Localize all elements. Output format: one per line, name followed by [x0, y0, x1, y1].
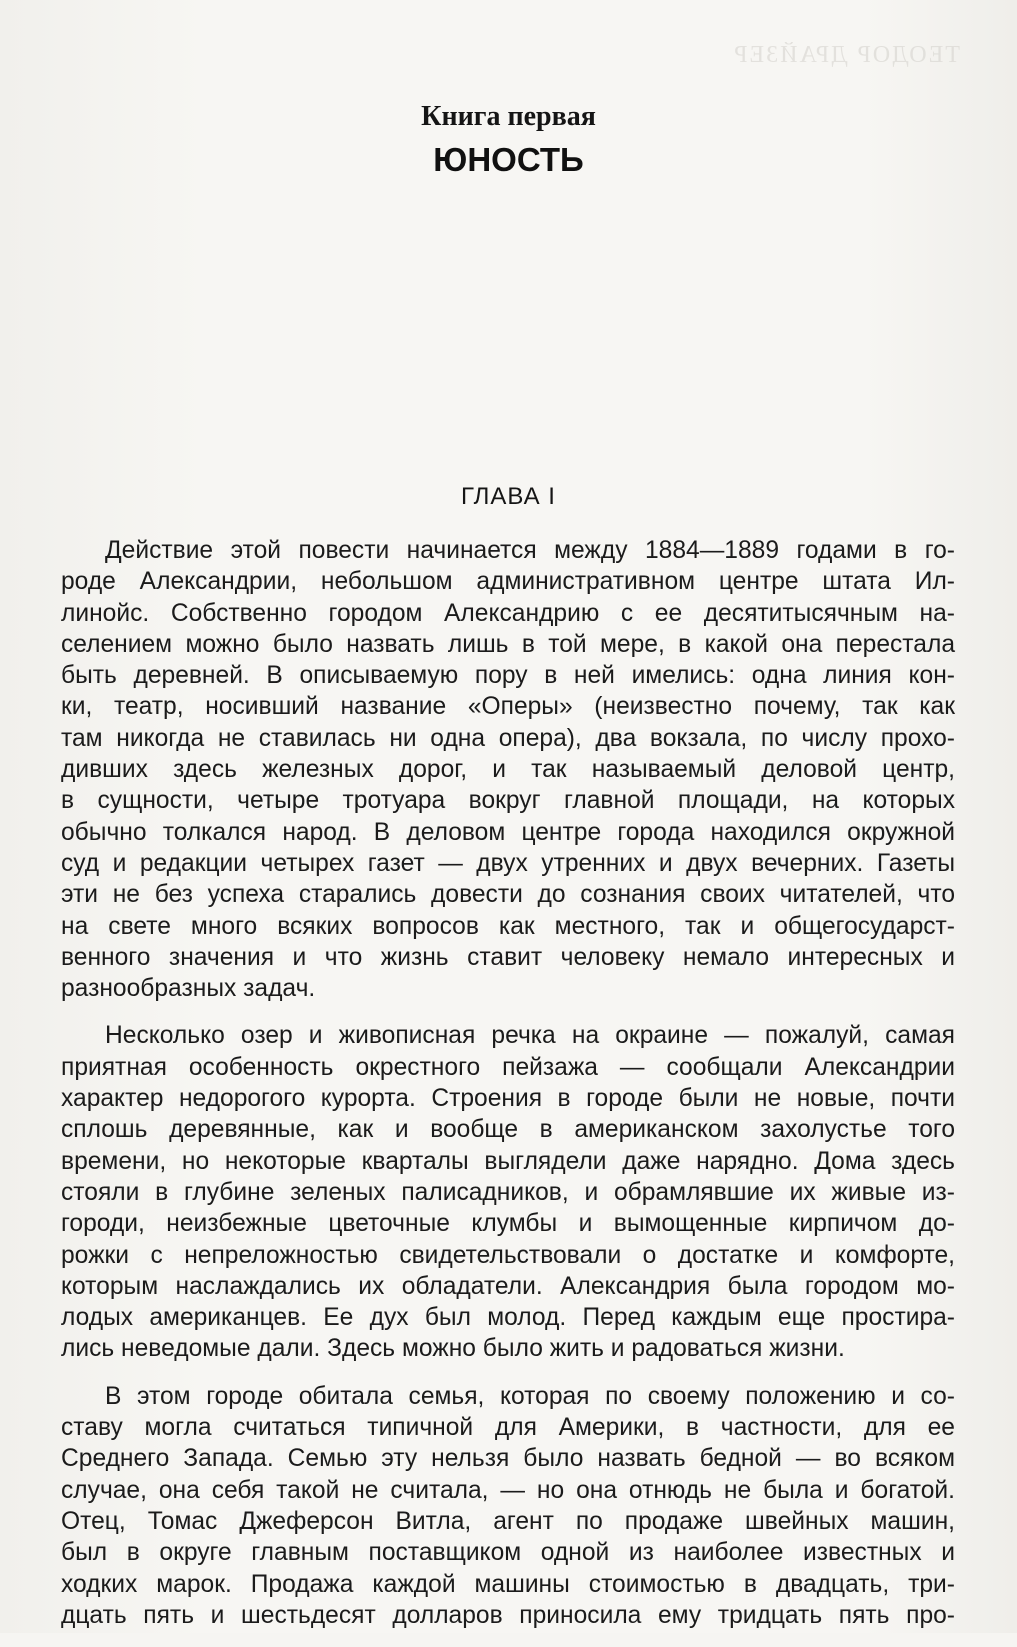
text-line: Отец, Томас Джеферсон Витла, агент по продаже швейных машин, [61, 1507, 955, 1535]
paragraph-2 [61, 1020, 955, 1364]
text-line: линойс. Собственно городом Александрию с ее десятитысячным на- [61, 599, 955, 627]
text-line: там никогда не ставилась ни одна опера), два вокзала, по числу прохо- [61, 724, 955, 752]
text-line: был в округе главным поставщиком одной из наиболее известных и [61, 1539, 955, 1567]
text-line: дивших здесь железных дорог, и так называемый деловой центр, [61, 756, 955, 784]
text-line: времени, но некоторые кварталы выглядели даже нарядно. Дома здесь [61, 1147, 955, 1175]
text-line: в сущности, четыре тротуара вокруг главной площади, на которых [61, 787, 955, 815]
text-line: лодых американцев. Ее дух был молод. Перед каждым еще простира- [61, 1304, 955, 1332]
text-line: роде Александрии, небольшом административном центре штата Ил- [61, 568, 955, 596]
text-line: венного значения и что жизнь ставит человеку немало интересных и [61, 943, 955, 971]
text-line: ходких марок. Продажа каждой машины стоимостью в двадцать, три- [61, 1570, 955, 1598]
text-line: ки, театр, носивший название «Оперы» (неизвестно почему, так как [61, 693, 955, 721]
text-line: селением можно было назвать лишь в той мере, в какой она перестала [61, 630, 955, 658]
text-line: Среднего Запада. Семью эту нельзя было назвать бедной — во всяком [61, 1445, 955, 1473]
text-line: обычно толкался народ. В деловом центре города находился окружной [61, 818, 955, 846]
text-line: на свете много всяких вопросов как местного, так и общегосударст- [61, 912, 955, 940]
chapter-heading: ГЛАВА I [461, 483, 556, 510]
text-line: городи, неизбежные цветочные клумбы и вымощенные кирпичом до- [61, 1210, 955, 1238]
text-line: характер недорогого курорта. Строения в городе были не новые, почти [61, 1085, 955, 1113]
text-line: Несколько озер и живописная речка на окраине — пожалуй, самая [105, 1022, 955, 1050]
text-line: сплошь деревянные, как и вообще в американском захолустье того [61, 1116, 955, 1144]
text-line: стояли в глубине зеленых палисадников, и обрамлявшие их живые из- [61, 1178, 955, 1206]
text-line: ставу могла считаться типичной для Америки, в частности, для ее [61, 1414, 955, 1442]
text-line: В этом городе обитала семья, которая по своему положению и со- [105, 1382, 955, 1410]
text-line: лись неведомые дали. Здесь можно было жить и радоваться жизни. [61, 1335, 845, 1363]
show-through-header: ТЕОДОР ДРАЙЗЕР [732, 42, 960, 68]
text-line: эти не без успеха старались довести до сознания своих читателей, что [61, 881, 955, 909]
text-line: случае, она себя такой не считала, — но она отнюдь не была и богатой. [61, 1476, 955, 1504]
text-line: которым наслаждались их обладатели. Александрия была городом мо- [61, 1272, 955, 1300]
text-line: суд и редакции четырех газет — двух утренних и двух вечерних. Газеты [61, 849, 955, 877]
text-line: приятная особенность окрестного пейзажа — сообщали Александрии [61, 1053, 955, 1081]
text-line: Действие этой повести начинается между 1884—1889 годами в го- [105, 537, 955, 564]
paragraph-3 [61, 1381, 955, 1631]
book-title: Книга первая [421, 101, 596, 132]
chapter-body [61, 535, 955, 1647]
text-line: рожки с непреложностью свидетельствовали о достатке и комфорте, [61, 1241, 955, 1269]
text-line: разнообразных задач. [61, 975, 316, 1003]
text-line: дцать пять и шестьдесят долларов приносила ему тридцать пять про- [61, 1601, 955, 1629]
part-title: ЮНОСТЬ [433, 141, 584, 178]
text-line: быть деревней. В описываемую пору в ней имелись: одна линия кон- [61, 662, 955, 690]
paragraph-1 [61, 535, 955, 1004]
